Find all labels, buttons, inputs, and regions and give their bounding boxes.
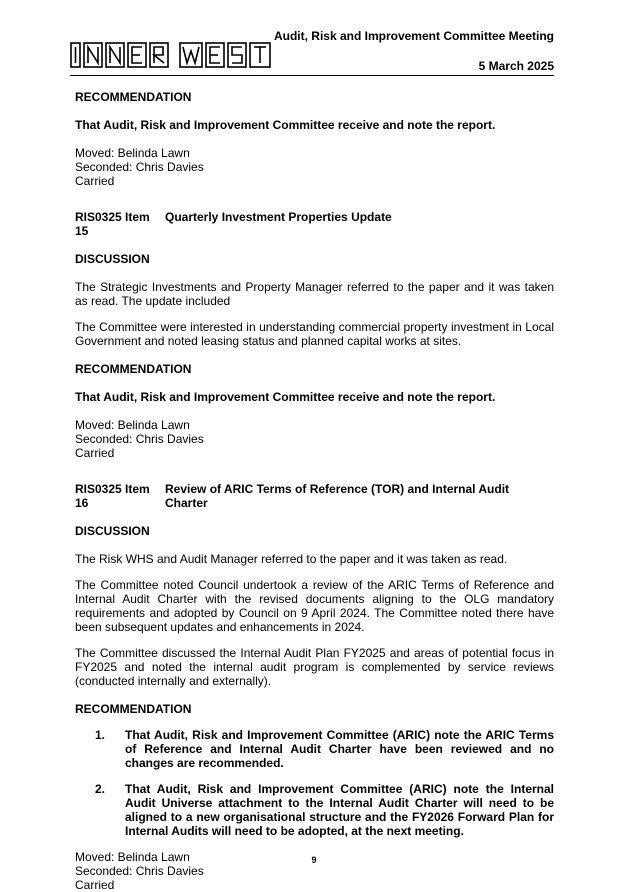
list-item xyxy=(75,782,554,838)
minutes-body xyxy=(75,90,554,892)
list-item-number: 1. xyxy=(95,728,106,742)
inner-west-logo xyxy=(70,40,275,70)
seconded-by: Seconded: Chris Davies xyxy=(75,864,204,878)
item-16-heading xyxy=(75,482,554,510)
carried-status: Carried xyxy=(75,878,115,892)
list-item-text: That Audit, Risk and Improvement Committee (ARIC) note the ARIC Terms of Reference and Internal Audit Charter have been reviewed and no changes are recommended. xyxy=(125,728,554,770)
discussion-heading: DISCUSSION xyxy=(75,524,150,538)
header-divider xyxy=(70,75,554,76)
meeting-title: Audit, Risk and Improvement Committee Meeting xyxy=(273,29,554,43)
list-item xyxy=(75,728,554,770)
recommendation-heading: RECOMMENDATION xyxy=(75,702,192,716)
recommendation-list xyxy=(75,728,554,838)
discussion-paragraph: The Strategic Investments and Property Manager referred to the paper and it was taken as read. The update included xyxy=(75,280,554,308)
recommendation-heading: RECOMMENDATION xyxy=(75,362,192,376)
meeting-date: 5 March 2025 xyxy=(478,59,554,73)
moved-by: Moved: Belinda Lawn xyxy=(75,850,190,864)
item-15-heading xyxy=(75,210,554,238)
discussion-heading: DISCUSSION xyxy=(75,252,150,266)
item-number: RIS0325 Item 16 xyxy=(75,482,150,510)
recommendation-text: That Audit, Risk and Improvement Committee receive and note the report. xyxy=(75,390,496,404)
discussion-paragraph: The Committee noted Council undertook a review of the ARIC Terms of Reference and Internal Audit Charter with the revised documents aligning to the OLG mandatory requirements and adopted by Council on 9 April 2024. The Committee noted there have been subsequent updates and enhancements in 2024. xyxy=(75,578,554,634)
carried-status: Carried xyxy=(75,174,115,188)
list-item-number: 2. xyxy=(95,782,106,796)
carried-status: Carried xyxy=(75,446,115,460)
list-item-text: That Audit, Risk and Improvement Committee (ARIC) note the Internal Audit Universe attachment to the Internal Audit Charter will need to be aligned to a new organisational structure and the FY2026 Forward Plan for Internal Audits will need to be adopted, at the next meeting. xyxy=(125,782,554,838)
discussion-paragraph: The Committee discussed the Internal Audit Plan FY2025 and areas of potential focus in FY2025 and noted the internal audit program is complemented by service reviews (conducted internally and externally). xyxy=(75,646,554,688)
item-title: Review of ARIC Terms of Reference (TOR) and Internal Audit Charter xyxy=(165,482,510,510)
item-title: Quarterly Investment Properties Update xyxy=(165,210,392,224)
recommendation-text: That Audit, Risk and Improvement Committee receive and note the report. xyxy=(75,118,496,132)
page-number: 9 xyxy=(311,855,317,865)
seconded-by: Seconded: Chris Davies xyxy=(75,160,204,174)
item-number: RIS0325 Item 15 xyxy=(75,210,150,238)
seconded-by: Seconded: Chris Davies xyxy=(75,432,204,446)
moved-by: Moved: Belinda Lawn xyxy=(75,418,190,432)
moved-by: Moved: Belinda Lawn xyxy=(75,146,190,160)
discussion-paragraph: The Committee were interested in understanding commercial property investment in Local Government and noted leasing status and planned capital works at sites. xyxy=(75,320,554,348)
discussion-paragraph: The Risk WHS and Audit Manager referred to the paper and it was taken as read. xyxy=(75,552,508,566)
recommendation-heading: RECOMMENDATION xyxy=(75,90,192,104)
